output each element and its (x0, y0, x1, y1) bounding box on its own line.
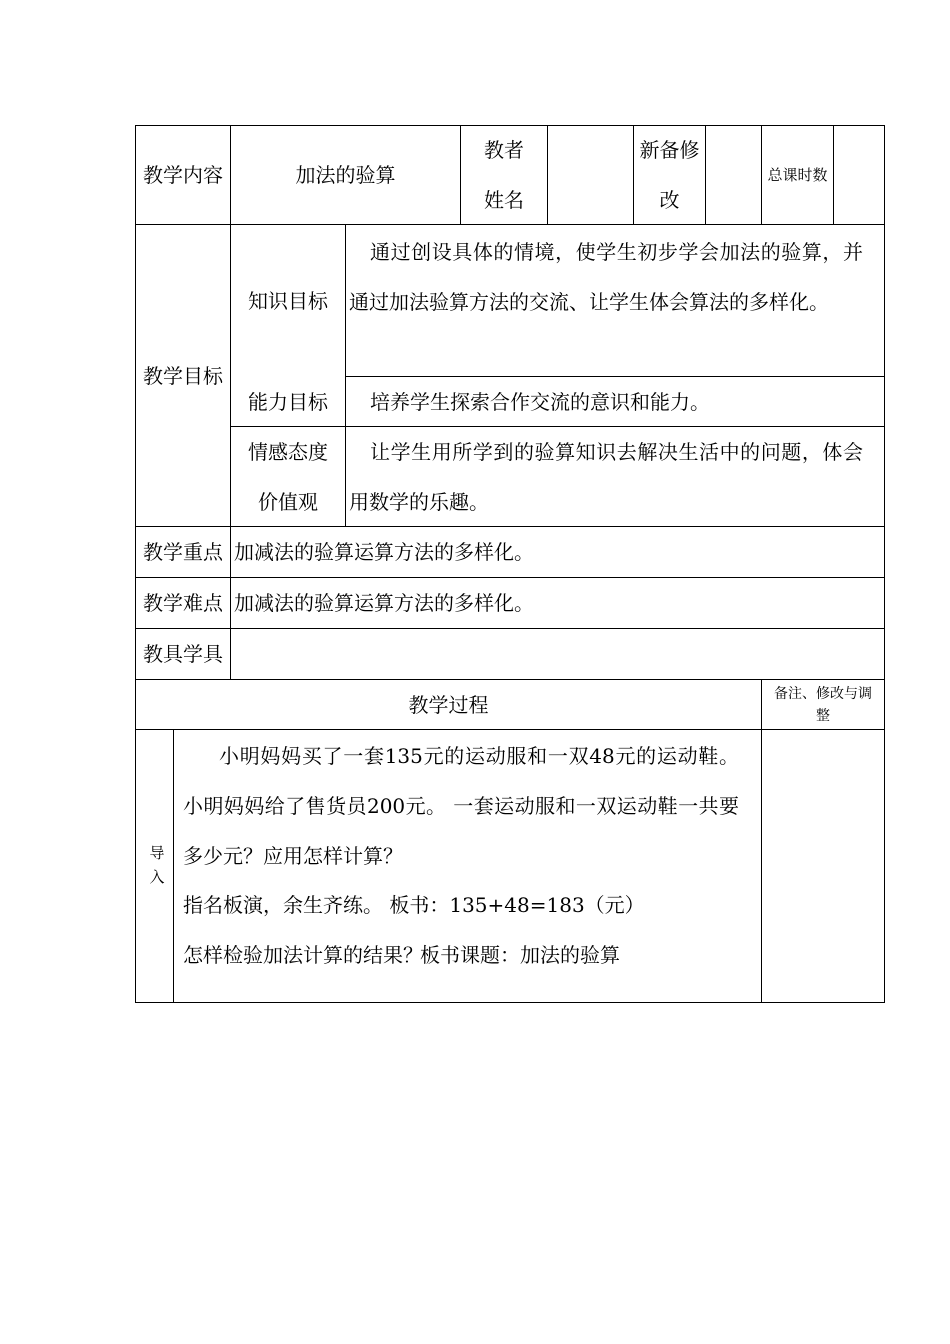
emotion-label (231, 427, 345, 526)
intro-paragraph-3b: 板书课题：加法的验算 (420, 943, 620, 967)
revision-label: 新备修改 (639, 138, 700, 212)
emotion-text: 让学生用所学到的验算知识去解决生活中的问题，体会用数学的乐趣。 (349, 440, 863, 514)
intro-paragraph-3a: 怎样检验加法计算的结果？ (183, 943, 423, 967)
col-divider (345, 224, 346, 527)
teacher-value[interactable] (548, 126, 633, 224)
total-hours-label: 总课时数 (767, 166, 828, 184)
knowledge-text: 通过创设具体的情境，使学生初步学会加法的验算，并通过加法验算方法的交流、让学生体会算法的多样化。 (349, 240, 863, 314)
ability-label: 能力目标 (248, 389, 328, 414)
key-point-label: 教学重点 (143, 540, 223, 564)
content-value: 加法的验算 (295, 163, 396, 187)
intro-paragraph-2: 指名板演，余生齐练。 板书：135+48=183（元） (183, 893, 645, 917)
difficulty-text: 加减法的验算运算方法的多样化。 (234, 591, 534, 615)
intro-label: 导入 (149, 844, 165, 886)
col-divider (173, 729, 174, 1003)
knowledge-label: 知识目标 (248, 288, 328, 313)
ability-text: 培养学生探索合作交流的意识和能力。 (370, 390, 710, 414)
notes-label: 备注、修改与调整 (774, 685, 872, 724)
objectives-label: 教学目标 (143, 363, 223, 388)
intro-paragraph-1: 小明妈妈买了一套135元的运动服和一双48元的运动鞋。 小明妈妈给了售货员200元。 一套运动服和一双运动鞋一共要多少元？应用怎样计算？ (183, 744, 739, 868)
tools-label: 教具学具 (143, 642, 223, 666)
revision-value[interactable] (706, 126, 761, 224)
tools-text[interactable] (234, 629, 874, 679)
emotion-label-line2: 价值观 (258, 489, 318, 514)
content-label: 教学内容 (143, 163, 223, 187)
key-point-text: 加减法的验算运算方法的多样化。 (234, 540, 534, 564)
notes-area[interactable] (763, 731, 883, 1001)
teacher-label: 教者姓名 (484, 138, 524, 212)
table-border-bottom (135, 1002, 885, 1003)
table-border-right (884, 125, 885, 1003)
emotion-label-line1: 情感态度 (248, 439, 328, 464)
difficulty-label: 教学难点 (143, 591, 223, 615)
process-title: 教学过程 (408, 692, 489, 717)
total-hours-value[interactable] (834, 126, 884, 224)
